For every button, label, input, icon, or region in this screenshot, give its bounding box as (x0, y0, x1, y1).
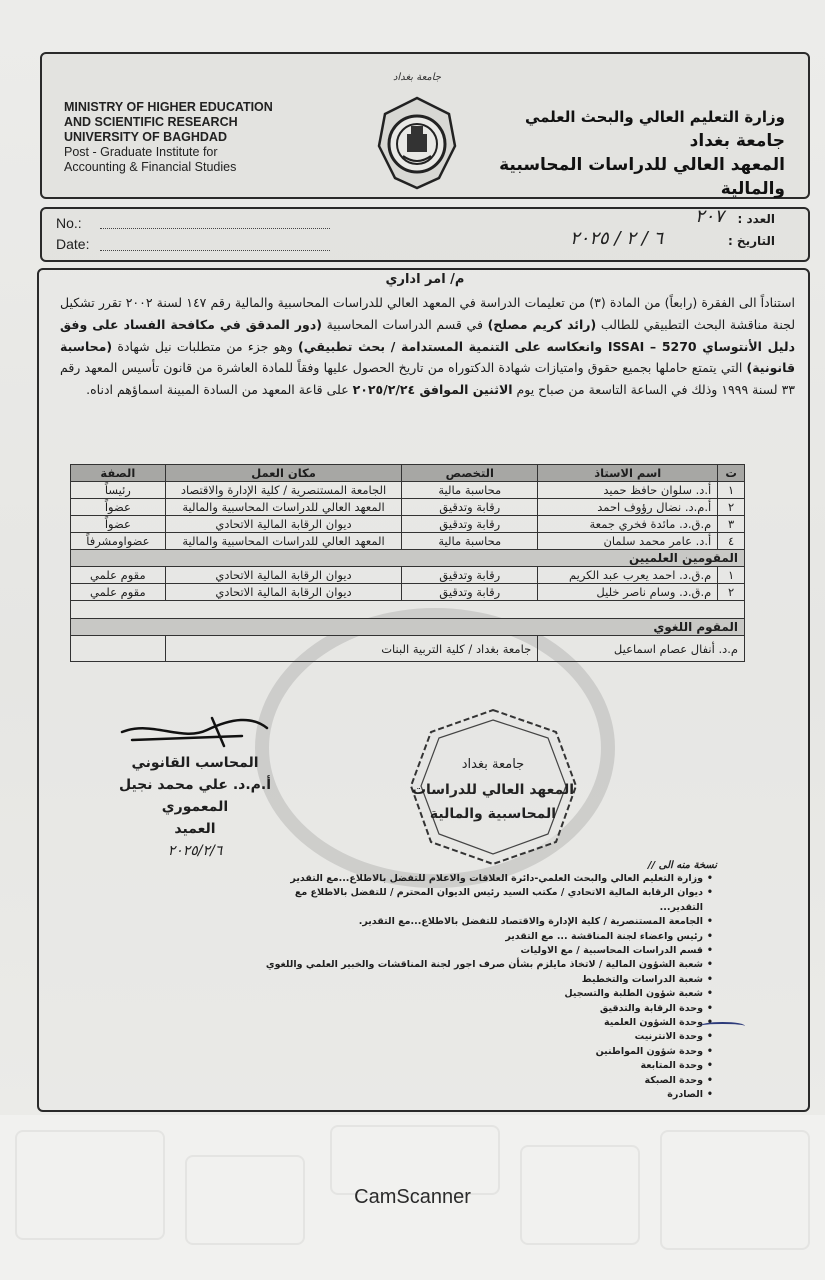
en-line-3: UNIVERSITY OF BAGHDAD (64, 130, 227, 144)
en-line-1: MINISTRY OF HIGHER EDUCATION (64, 100, 273, 114)
cell-name: أ.د. عامر محمد سلمان (538, 533, 718, 550)
cell-name: م.ق.د. وسام ناصر خليل (538, 584, 718, 601)
cell-specialty: محاسبة مالية (402, 533, 538, 550)
table-row (71, 533, 745, 550)
stamp-line-1: جامعة بغداد (461, 757, 525, 772)
cell-number: ٤ (718, 533, 745, 550)
cell-role: عضواً (71, 499, 166, 516)
order-paragraph (60, 292, 795, 401)
table-header-row (71, 465, 745, 482)
thesis-title: (دور المدقق في مكافحة الفساد على وفق دليل الأنتوساي ISSAI – 5270 وانعكاسه على التنمية المستدامة / بحث تطبيقي) (60, 316, 795, 354)
ar-university: جامعة بغداد (689, 131, 785, 151)
letterhead-english (64, 100, 324, 175)
cell-role: مقوم علمي (71, 567, 166, 584)
list-item: • وحدة الانترنيت (253, 1030, 713, 1044)
order-text-1: استناداً الى الفقرة (رابعاً) من المادة (٣) من تعليمات الدراسة في المعهد العالي للدراسات المحاسبية والمالية رقم ١٤٧ لسنة ٢٠٠٢ تقرر تشكيل لجنة مناقشة البحث التطبيقي للطالب (60, 295, 796, 332)
committee-table (70, 464, 745, 662)
signature-block (95, 752, 295, 862)
signature-date: ٢٠٢٥/٢/٦ (167, 843, 223, 859)
order-text-3: وهو جزء من متطلبات نيل شهادة (112, 338, 299, 354)
list-item: • قسم الدراسات المحاسبية / مع الاوليات (253, 944, 713, 958)
cell-number: ١ (718, 482, 745, 499)
cell-name: أ.د. سلوان حافظ حميد (538, 482, 718, 499)
cell-workplace: ديوان الرقابة المالية الاتحادي (165, 584, 402, 601)
cell-workplace: المعهد العالي للدراسات المحاسبية والمالية (165, 533, 402, 550)
university-logo-icon (377, 96, 457, 190)
signature-name: أ.م.د. علي محمد نجيل المعموري (118, 777, 272, 815)
stamp-line-3: المحاسبية والمالية (429, 806, 557, 822)
list-item: • الصادرة (253, 1088, 713, 1102)
table-row (71, 516, 745, 533)
section-row-linguistic (71, 619, 745, 636)
date-label: Date: (56, 236, 90, 252)
cell-workplace: ديوان الرقابة المالية الاتحادي (165, 516, 402, 533)
handwritten-number: ٢٠٧ (695, 206, 725, 227)
date-dotted-line (100, 250, 330, 251)
stamp-line-2: المعهد العالي للدراسات (411, 782, 575, 798)
degree-name: (محاسبة قانونية) (60, 338, 795, 376)
cell-workplace: المعهد العالي للدراسات المحاسبية والمالية (165, 499, 402, 516)
cell-number: ٣ (718, 516, 745, 533)
list-item: • شعبة شؤون الطلبة والتسجيل (253, 987, 713, 1001)
header-name: اسم الاستاذ (538, 465, 718, 482)
en-line-2: AND SCIENTIFIC RESEARCH (64, 115, 238, 129)
copies-list (253, 872, 713, 1103)
cell-role: عضواومشرفاً (71, 533, 166, 550)
list-item: • شعبة الدراسات والتخطيط (253, 973, 713, 987)
list-item: • وحدة شؤون المواطنين (253, 1045, 713, 1059)
cell-name: م.ق.د. مائدة فخري جمعة (538, 516, 718, 533)
table-row (71, 584, 745, 601)
header-specialty: التخصص (402, 465, 538, 482)
header-role: الصفة (71, 465, 166, 482)
order-text-5: على قاعة المعهد من السادة المبينة اسماؤهم ادناه. (86, 382, 353, 398)
no-label: No.: (56, 215, 82, 231)
list-item: • وحدة المتابعة (253, 1059, 713, 1073)
ar-no-label: العدد : (737, 212, 775, 226)
ar-date-label: التاريخ : (727, 234, 775, 248)
spacer-row (71, 601, 745, 619)
list-item: • وزارة التعليم العالي والبحث العلمي-دائرة العلاقات والاعلام للتفضل بالاطلاع...مع التقدير (253, 872, 713, 886)
cell-specialty: رقابة وتدقيق (402, 567, 538, 584)
table-row (71, 567, 745, 584)
ar-ministry: وزارة التعليم العالي والبحث العلمي (524, 108, 785, 126)
list-item: • ديوان الرقابة المالية الاتحادي / مكتب السيد رئيس الديوان المحترم / للتفضل بالاطلاع مع التقدير... (253, 886, 713, 915)
order-title: م/ امر اداري (385, 272, 465, 287)
signature-title: المحاسب القانوني (131, 755, 259, 771)
list-item: • الجامعة المستنصرية / كلية الإدارة والاقتصاد للتفضل بالاطلاع...مع التقدير. (253, 915, 713, 929)
handwritten-date: ٦ / ٢ / ٢٠٢٥ (570, 228, 664, 249)
list-item: • وحدة الشؤون العلمية (253, 1016, 713, 1030)
signature-position: العميد (174, 821, 216, 837)
cell-number: ٢ (718, 499, 745, 516)
cell-name: م.د. أنفال عصام اسماعيل (538, 636, 745, 662)
section-row-scientific (71, 550, 745, 567)
no-dotted-line (100, 228, 330, 229)
cell-specialty: محاسبة مالية (402, 482, 538, 499)
order-text-2: في قسم الدراسات المحاسبية (321, 316, 488, 332)
handwritten-signature-icon (92, 712, 297, 752)
camscanner-brand: CamScanner (354, 1186, 471, 1208)
en-line-5: Accounting & Financial Studies (64, 160, 237, 174)
ar-institute: المعهد العالي للدراسات المحاسبية والمالية (499, 155, 785, 199)
letterhead-arabic (495, 105, 785, 201)
header-workplace: مكان العمل (165, 465, 402, 482)
cell-workplace: جامعة بغداد / كلية التربية البنات (165, 636, 537, 662)
order-text-4: التي يتمتع حاملها بجميع حقوق وامتيازات شهادة الدكتوراه من تاريخ الحصول عليها وفقاً للمادة العاشرة من قانون تأسيس المعهد رقم ٣٣ لسنة ١٩٩٩ وذلك في الساعة التاسعة من صباح يوم (60, 360, 795, 398)
table-row (71, 499, 745, 516)
list-item: • وحدة الصبكة (253, 1074, 713, 1088)
pen-mark (700, 1022, 745, 1030)
cell-name: م.ق.د. احمد يعرب عبد الكريم (538, 567, 718, 584)
cell-specialty: رقابة وتدقيق (402, 516, 538, 533)
cell-number: ٢ (718, 584, 745, 601)
table-row (71, 636, 745, 662)
section-title-linguistic: المقوم اللغوي (71, 619, 745, 636)
cell-name: أ.م.د. نضال رؤوف احمد (538, 499, 718, 516)
cell-workplace: ديوان الرقابة المالية الاتحادي (165, 567, 402, 584)
list-item: • شعبة الشؤون المالية / لاتخاذ مايلزم بشأن صرف اجور لجنة المناقشات والخبير العلمي واللغوي (253, 958, 713, 972)
logo-top-calligraphy: جامعة بغداد (392, 72, 442, 83)
list-item: • رئيس واعضاء لجنة المناقشة ... مع التقدير (253, 930, 713, 944)
cell-role: عضواً (71, 516, 166, 533)
cell-number: ١ (718, 567, 745, 584)
cell-role: رئيساً (71, 482, 166, 499)
list-item: • وحدة الرقابة والتدقيق (253, 1002, 713, 1016)
copies-title: نسخة منه الى // (647, 860, 717, 871)
cell-workplace: الجامعة المستنصرية / كلية الإدارة والاقتصاد (165, 482, 402, 499)
cell-specialty: رقابة وتدقيق (402, 584, 538, 601)
en-line-4: Post - Graduate Institute for (64, 145, 218, 159)
section-title-scientific: المقومين العلميين (71, 550, 745, 567)
cell-role: مقوم علمي (71, 584, 166, 601)
cell-specialty: رقابة وتدقيق (402, 499, 538, 516)
student-name: (رائد كريم مصلح) (487, 316, 597, 332)
meeting-date: الاثنين الموافق ٢٠٢٥/٢/٢٤ (352, 382, 513, 398)
official-stamp-icon (406, 706, 581, 868)
header-number: ت (718, 465, 745, 482)
table-row (71, 482, 745, 499)
